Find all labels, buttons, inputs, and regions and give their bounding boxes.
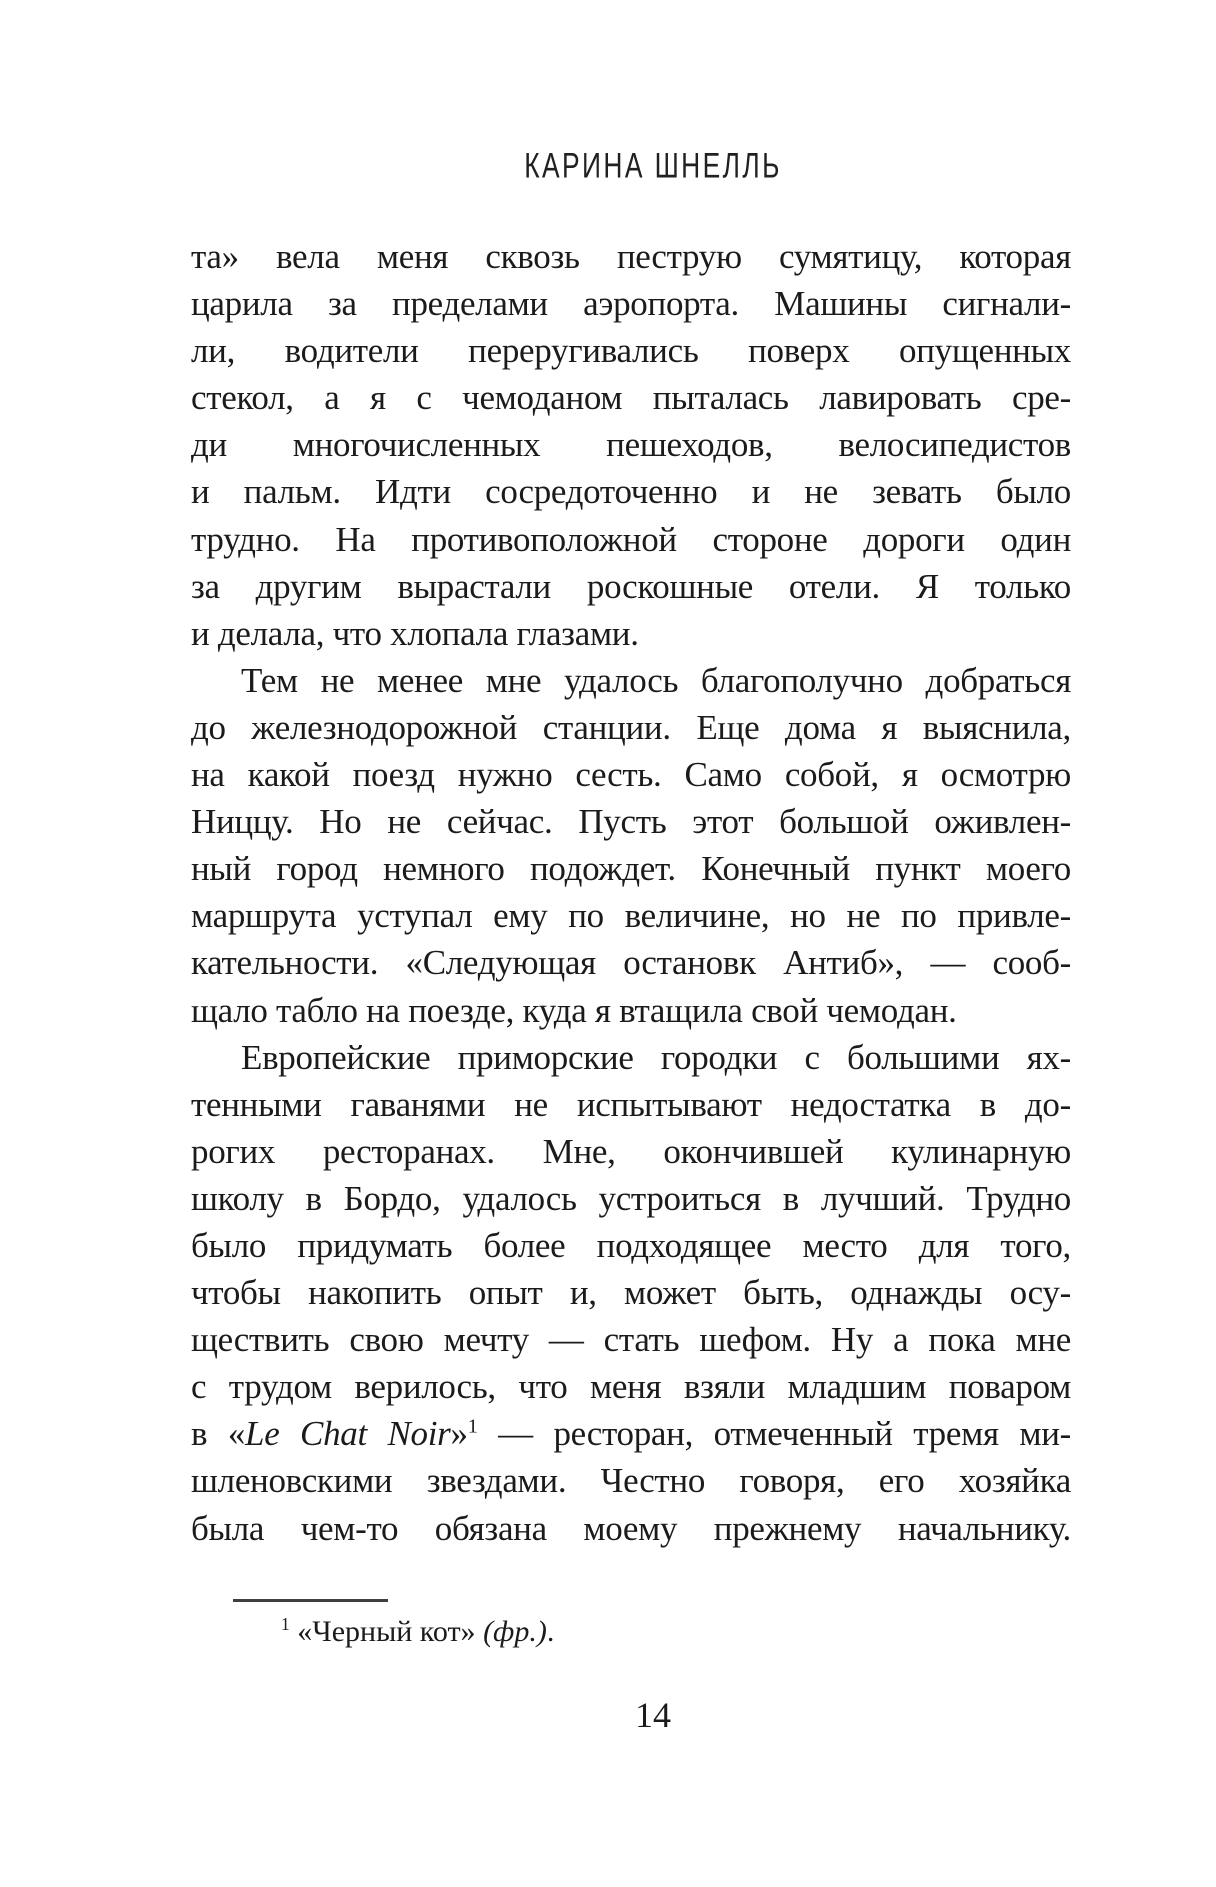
body-line: и пальм. Идти сосредоточенно и не зевать было: [191, 472, 1071, 512]
body-line: до железнодорожной станции. Еще дома я выяснила,: [191, 707, 1071, 747]
body-line: ли, водители переругивались поверх опущенных: [191, 331, 1071, 371]
body-line: рогих ресторанах. Мне, окончившей кулинарную: [191, 1131, 1071, 1171]
body-line: шленовскими звездами. Честно говоря, его хозяйка: [191, 1461, 1071, 1501]
page-number: [191, 1697, 1071, 1733]
body-line: та» вела меня сквозь пеструю сумятицу, которая: [191, 237, 1071, 276]
body-line: ществить свою мечту — стать шефом. Ну а пока мне: [191, 1320, 1071, 1360]
footnote-period: .: [546, 1615, 555, 1648]
restaurant-name-italic: Le Chat Noir: [245, 1414, 451, 1454]
line-text: — ресторан, отмеченный тремя ми-: [477, 1414, 1071, 1454]
body-line: было придумать более подходящее место для того,: [191, 1225, 1071, 1265]
body-line: ди многочисленных пешеходов, велосипедистов: [191, 425, 1071, 465]
body-line: за другим вырастали роскошные отели. Я только: [191, 566, 1071, 606]
footnote-marker: 1: [281, 1614, 290, 1634]
body-line: с трудом верилось, что меня взяли младшим поваром: [191, 1367, 1071, 1407]
body-line: царила за пределами аэропорта. Машины сигнали-: [191, 284, 1071, 324]
page-number-text: 14: [635, 1695, 671, 1735]
footnote-reference: 1: [467, 1415, 478, 1438]
running-header: [191, 145, 1071, 186]
body-text: [191, 233, 1071, 1552]
body-line: трудно. На противоположной стороне дороги один: [191, 519, 1071, 559]
running-header-text: КАРИНА ШНЕЛЛЬ: [524, 145, 782, 186]
body-line-paragraph-end: и делала, что хлопала глазами.: [191, 613, 639, 653]
footnote-divider: [233, 1599, 388, 1602]
footnote-text: «Черный кот»: [289, 1615, 484, 1648]
footnote: [191, 1612, 1071, 1652]
body-line: Ниццу. Но не сейчас. Пусть этот большой оживлен-: [191, 802, 1071, 842]
body-line: стекол, а я с чемоданом пыталась лавировать сре-: [191, 378, 1071, 418]
body-line: тенными гаванями не испытывают недостатка в до-: [191, 1084, 1071, 1124]
body-line-paragraph-start: Тем не менее мне удалось благополучно добраться: [241, 660, 1071, 700]
body-line: кательности. «Следующая остановк Антиб», — сооб-: [191, 943, 1071, 983]
footnote-language-note: (фр.): [483, 1615, 547, 1648]
body-line-paragraph-end: щало табло на поезде, куда я втащила свой чемодан.: [191, 990, 957, 1030]
body-line: ный город немного подождет. Конечный пункт моего: [191, 849, 1071, 889]
body-line: школу в Бордо, удалось устроиться в лучший. Трудно: [191, 1178, 1071, 1218]
body-line: была чем-то обязана моему прежнему начальнику.: [191, 1508, 1071, 1548]
body-line-with-footnote-ref: [191, 1410, 1071, 1457]
body-line: чтобы накопить опыт и, может быть, однажды осу-: [191, 1273, 1071, 1313]
line-text: в «: [191, 1414, 246, 1454]
body-line: маршрута уступал ему по величине, но не по привле-: [191, 896, 1071, 936]
line-text: »: [450, 1414, 468, 1454]
body-line: на какой поезд нужно сесть. Само собой, я осмотрю: [191, 755, 1071, 795]
body-line-paragraph-start: Европейские приморские городки с большими ях-: [241, 1037, 1071, 1077]
